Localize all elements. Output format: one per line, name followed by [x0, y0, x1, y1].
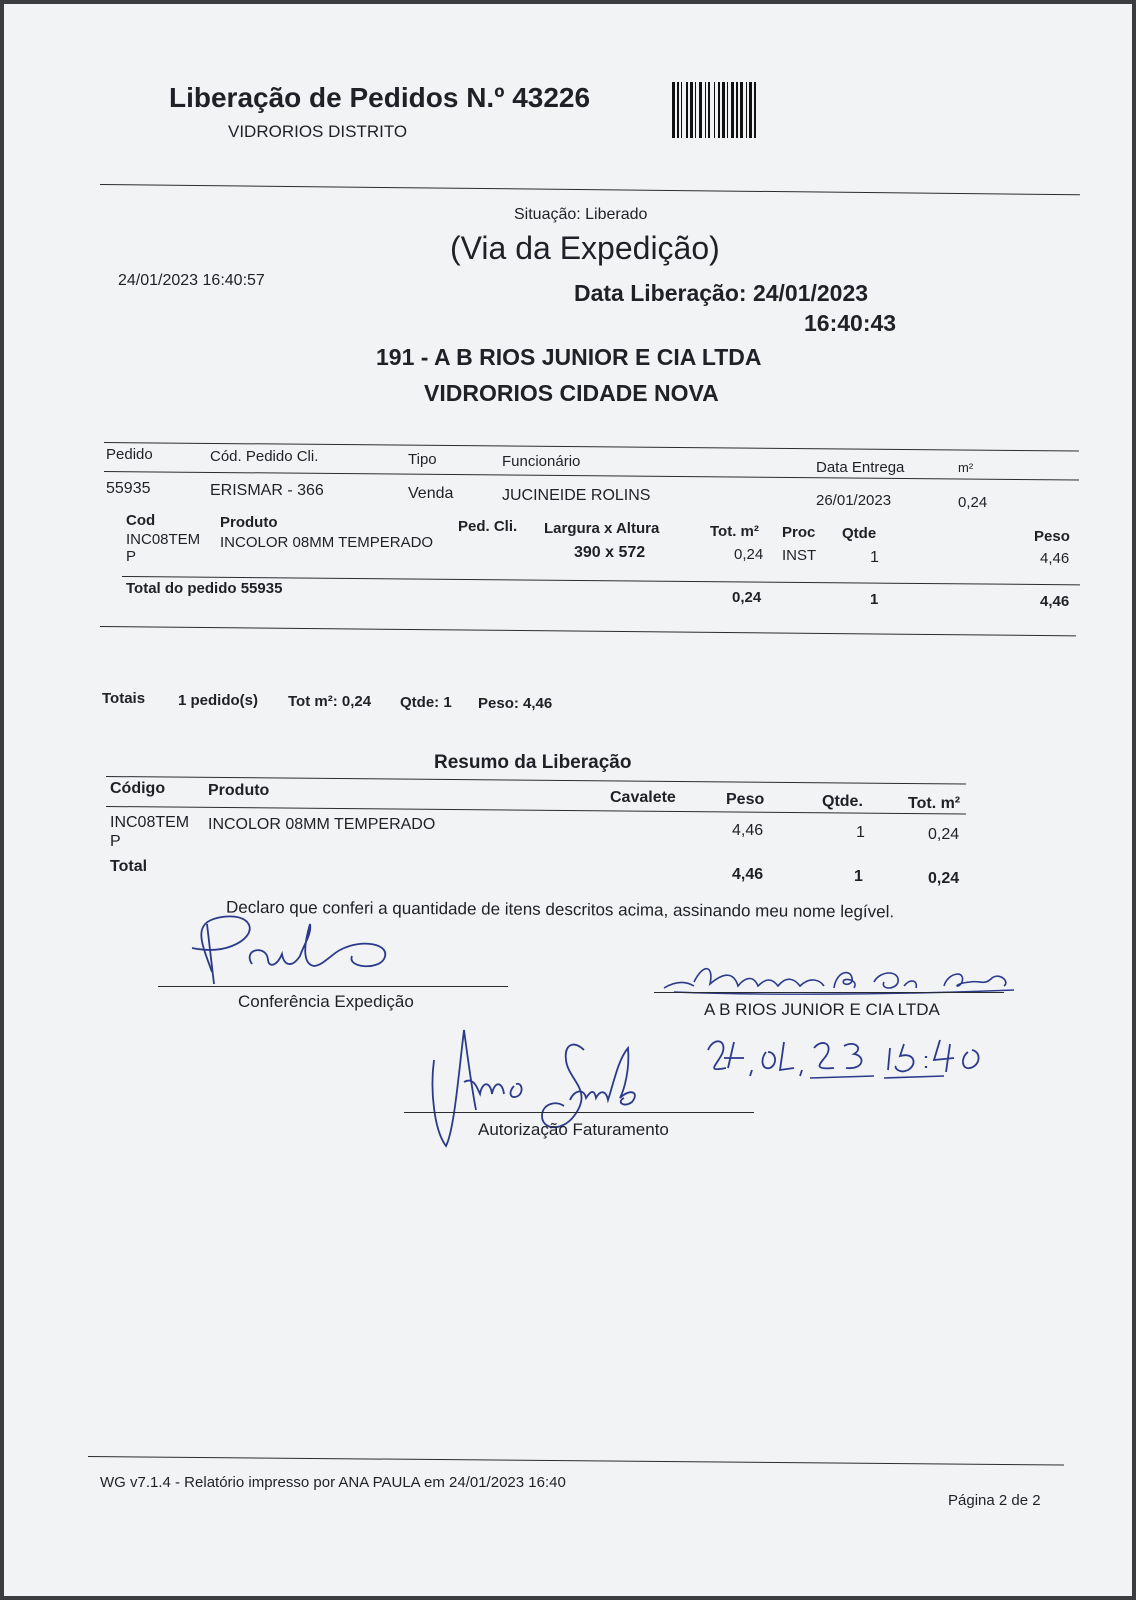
- item-header-produto: Produto: [220, 514, 278, 531]
- client-signature-line: [654, 992, 1004, 993]
- release-time: 16:40:43: [804, 310, 897, 336]
- item-header-ped-cli: Ped. Cli.: [458, 518, 518, 535]
- totals-label: Totais: [102, 690, 146, 707]
- totals-peso: Peso: 4,46: [478, 695, 553, 712]
- item-cod-line1: INC08TEM: [126, 531, 201, 548]
- summary-codigo-line2: P: [110, 833, 121, 850]
- item-header-largura-altura: Largura x Altura: [544, 520, 660, 537]
- item-peso: 4,46: [1040, 550, 1070, 567]
- header-divider: [100, 184, 1080, 195]
- client-name: 191 - A B RIOS JUNIOR E CIA LTDA: [376, 344, 762, 370]
- document-title: Liberação de Pedidos N.º 43226: [169, 82, 591, 113]
- item-header-peso: Peso: [1034, 528, 1070, 545]
- item-header-qtde: Qtde: [842, 525, 877, 542]
- summary-produto: INCOLOR 08MM TEMPERADO: [208, 816, 436, 833]
- col-header-tipo: Tipo: [408, 451, 437, 468]
- summary-codigo-line1: INC08TEM: [110, 814, 190, 831]
- summary-header-tot-m2: Tot. m²: [908, 795, 961, 812]
- declaration-text: Declaro que conferi a quantidade de itens descritos acima, assinando meu nome legível.: [225, 897, 895, 922]
- col-header-m2: m²: [958, 460, 974, 475]
- handwritten-datetime: [704, 1034, 994, 1094]
- situation-text: Situação: Liberado: [514, 206, 648, 223]
- order-header-rule: [104, 471, 1079, 481]
- summary-total-label: Total: [110, 858, 148, 875]
- release-date: Data Liberação: 24/01/2023: [574, 280, 869, 306]
- summary-header-codigo: Código: [110, 780, 166, 797]
- autorizacao-label: Autorização Faturamento: [478, 1120, 669, 1139]
- order-data-entrega: 26/01/2023: [816, 492, 892, 509]
- footer-printed-by: WG v7.1.4 - Relatório impresso por ANA PAULA em 24/01/2023 16:40: [100, 1474, 566, 1491]
- summary-total-peso: 4,46: [732, 866, 764, 883]
- item-qtde: 1: [870, 549, 879, 566]
- item-header-proc: Proc: [782, 524, 816, 541]
- order-total-m2: 0,24: [732, 589, 762, 606]
- client-branch: VIDRORIOS CIDADE NOVA: [424, 380, 719, 406]
- order-total-peso: 4,46: [1040, 593, 1070, 610]
- document-page: [4, 4, 1132, 1596]
- summary-qtde: 1: [856, 824, 865, 841]
- summary-total-qtde: 1: [854, 868, 863, 885]
- conferencia-signature-line: [158, 986, 508, 987]
- order-m2: 0,24: [958, 494, 988, 511]
- summary-total-tot-m2: 0,24: [928, 870, 960, 887]
- col-header-data-entrega: Data Entrega: [816, 459, 905, 476]
- summary-header-produto: Produto: [208, 782, 270, 799]
- item-header-tot-m2: Tot. m²: [710, 523, 759, 540]
- order-total-qtde: 1: [870, 591, 879, 608]
- item-cod-line2: P: [126, 548, 137, 565]
- copy-label: (Via da Expedição): [450, 230, 720, 266]
- col-header-cod-pedido-cli: Cód. Pedido Cli.: [210, 448, 319, 465]
- col-header-funcionario: Funcionário: [502, 453, 581, 470]
- item-tot-m2: 0,24: [734, 546, 764, 563]
- order-pedido: 55935: [106, 480, 151, 497]
- footer-page-number: Página 2 de 2: [948, 1492, 1041, 1509]
- order-table-bottom-rule: [100, 626, 1076, 636]
- item-proc: INST: [782, 547, 817, 564]
- totals-m2: Tot m²: 0,24: [288, 693, 372, 710]
- order-funcionario: JUCINEIDE ROLINS: [502, 487, 651, 504]
- item-produto: INCOLOR 08MM TEMPERADO: [220, 534, 434, 551]
- autorizacao-signature-line: [404, 1112, 754, 1113]
- summary-header-qtde: Qtde.: [822, 793, 863, 810]
- signature-conferencia: [172, 904, 432, 994]
- order-tipo: Venda: [408, 485, 454, 502]
- summary-tot-m2: 0,24: [928, 826, 960, 843]
- summary-title: Resumo da Liberação: [434, 752, 632, 773]
- item-largura-altura: 390 x 572: [574, 544, 646, 561]
- signature-client: [654, 952, 1034, 1002]
- order-total-label: Total do pedido 55935: [126, 580, 283, 597]
- col-header-pedido: Pedido: [106, 446, 153, 463]
- item-header-cod: Cod: [126, 512, 156, 529]
- company-name: VIDRORIOS DISTRITO: [228, 122, 408, 141]
- footer-rule: [88, 1456, 1064, 1466]
- barcode: [672, 82, 848, 138]
- printed-datetime: 24/01/2023 16:40:57: [118, 272, 265, 289]
- order-cod-pedido-cli: ERISMAR - 366: [210, 482, 324, 499]
- summary-peso: 4,46: [732, 822, 764, 839]
- client-signature-label: A B RIOS JUNIOR E CIA LTDA: [704, 1000, 940, 1019]
- totals-pedidos: 1 pedido(s): [178, 692, 259, 709]
- summary-header-peso: Peso: [726, 791, 765, 808]
- summary-header-cavalete: Cavalete: [610, 789, 676, 806]
- totals-qtde: Qtde: 1: [400, 694, 452, 711]
- conferencia-label: Conferência Expedição: [238, 992, 414, 1011]
